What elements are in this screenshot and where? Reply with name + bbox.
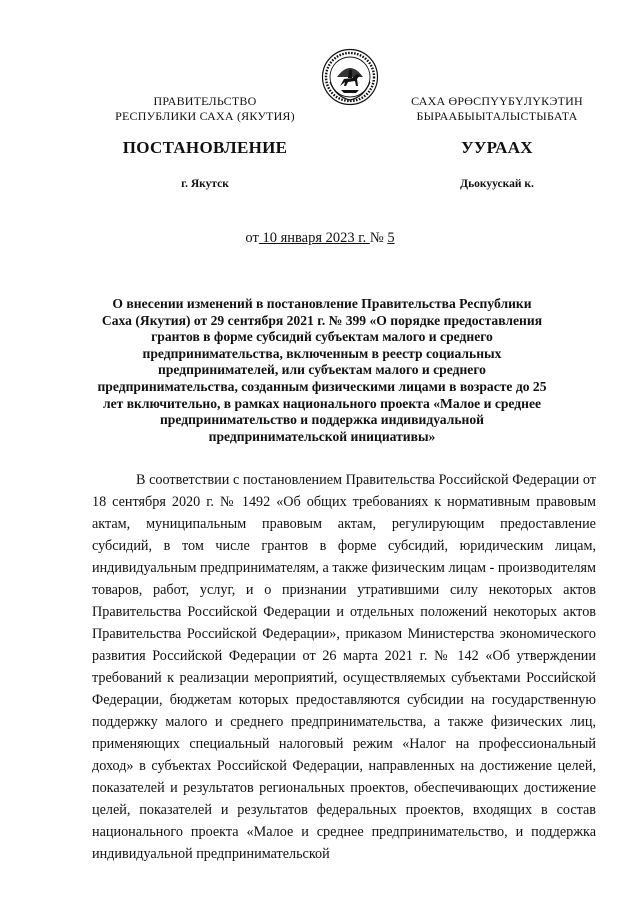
left-city: г. Якутск — [181, 178, 229, 190]
right-city: Дьокуускай к. — [460, 178, 534, 190]
number-label: № — [369, 230, 388, 246]
document-title: О внесении изменений в постановление Правительства Республики Саха (Якутия) от 29 сентября 2021 г. № 399 «О порядке предоставления грантов в форме субсидий субъектам малого и среднего предпринимательства, включенным в реестр социальных предпринимателей, или субъектам малого и среднего предпринимательства, созданным физическими лицами в возрасте до 25 лет включительно, в рамках национального проекта «Малое и среднее предпринимательство и поддержка индивидуальной предпринимательской инициативы» — [97, 296, 547, 444]
document-body-paragraph: В соответствии с постановлением Правительства Российской Федерации от 18 сентября 2020 г. № 1492 «Об общих требованиях к нормативным правовым актам, муниципальным правовым актам, регулирующим предоставление субсидий, в том числе грантов в форме субсидий, юридическим лицам, индивидуальным предпринимателям, а также физическим лицам - производителям товаров, работ, услуг, и о признании утратившими силу некоторых актов Правительства Российской Федерации и отдельных положений некоторых актов Правительства Российской Федерации», приказом Министерства экономического развития Российской Федерации от 26 марта 2021 г. № 142 «Об утверждении требований к реализации мероприятий, осуществляемых субъектами Российской Федерации, бюджетам которых предоставляются субсидии на государственную поддержку малого и среднего предпринимательства, а также физических лиц, применяющих специальный налоговый режим «Налог на профессиональный доход» в субъектах Российской Федерации, направленных на достижение целей, показателей и результатов региональных проектов, обеспечивающих достижение целей, показателей и результатов федеральных проектов, входящих в состав национального проекта «Малое и среднее предпринимательство, и поддержка индивидуальной предпринимательской — [92, 472, 596, 862]
right-document-type: УУРААХ — [461, 138, 533, 157]
left-document-type: ПОСТАНОВЛЕНИЕ — [122, 138, 288, 157]
document-date: 10 января 2023 г. — [258, 230, 370, 246]
document-date-line — [0, 230, 640, 247]
date-prefix: от — [245, 230, 259, 246]
left-org-name: ПРАВИТЕЛЬСТВО РЕСПУБЛИКИ САХА (ЯКУТИЯ) — [115, 94, 295, 123]
document-number: 5 — [387, 230, 395, 246]
right-org-name: САХА ӨРӨСПҮҮБҮЛҮКЭТИН БЫРААБЫЫТАЛЫСТЫБАТА — [411, 94, 583, 123]
